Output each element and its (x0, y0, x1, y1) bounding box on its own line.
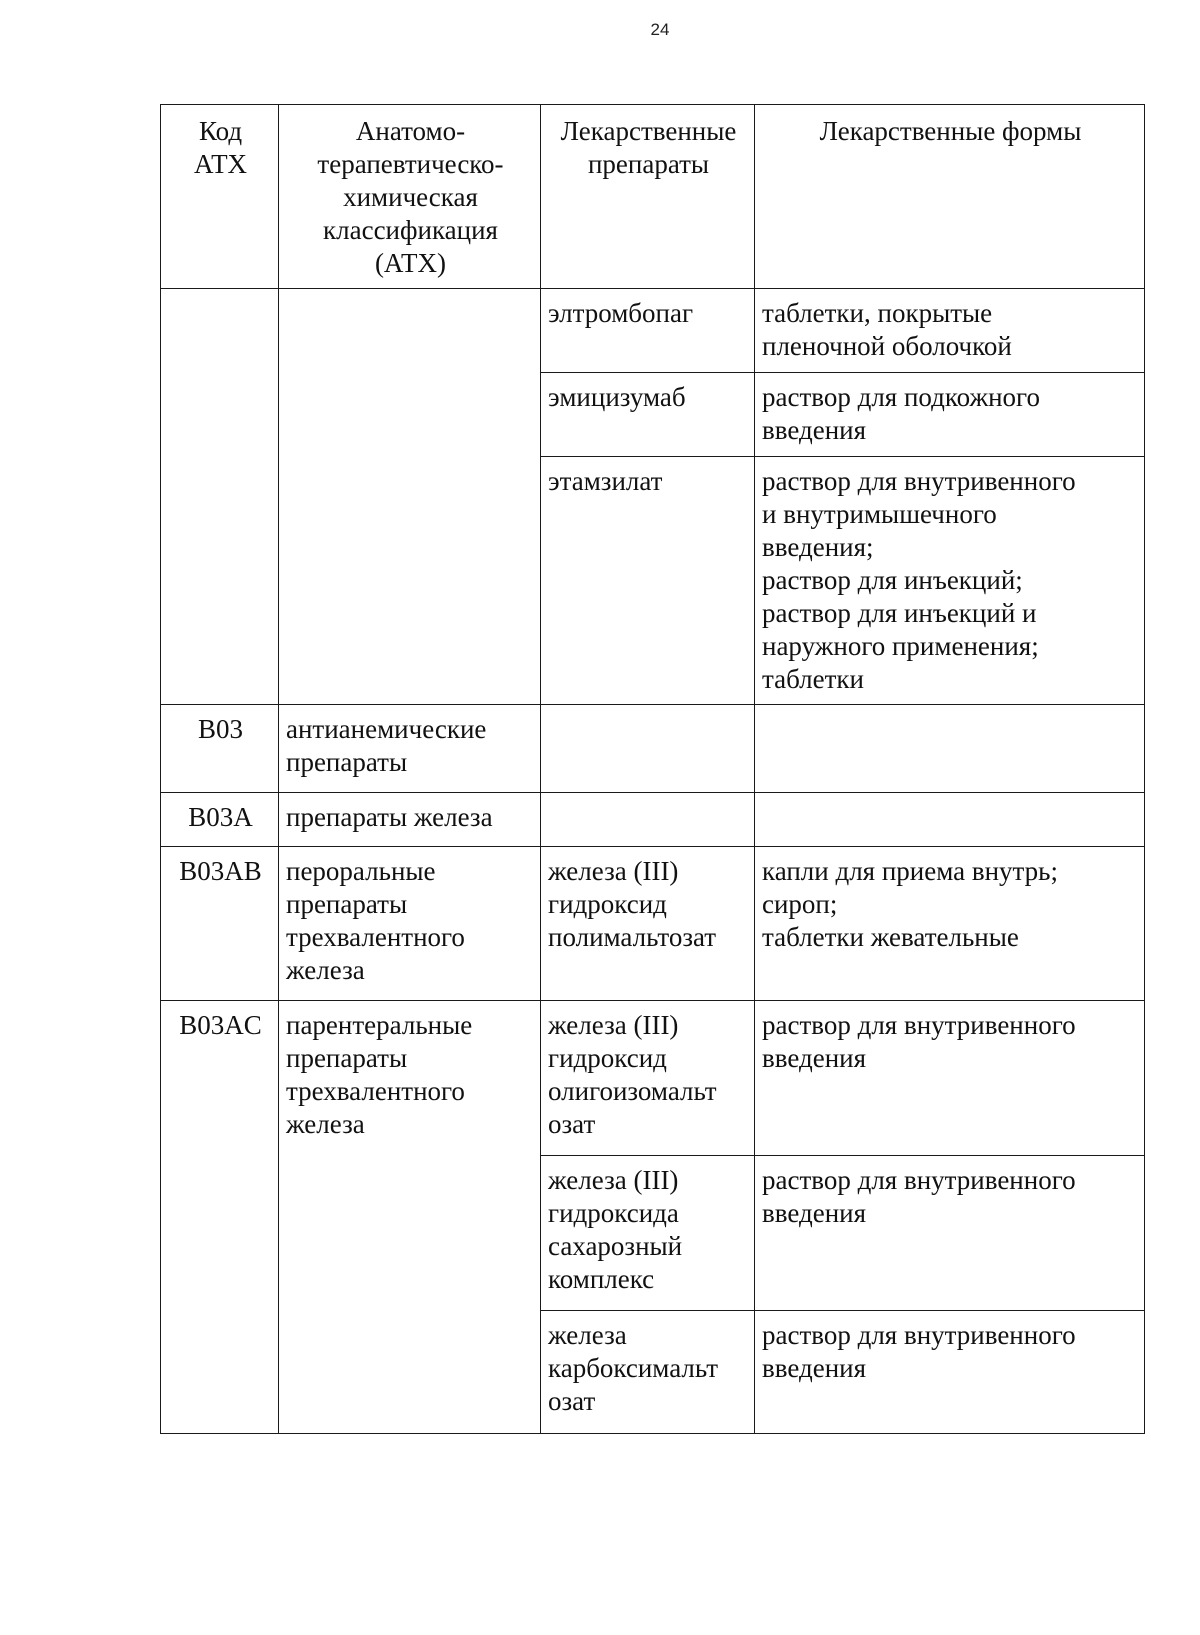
forms-cell (755, 1156, 1145, 1311)
cell-text-line: раствор для инъекций и (762, 598, 1037, 628)
cell-text-line: Анатомо- (355, 116, 466, 146)
cell-text-line: введения (762, 1043, 867, 1073)
cell-text-line: введения; (762, 532, 874, 562)
cell-text-line: таблетки, покрытые (762, 298, 993, 328)
drug-cell (541, 457, 755, 705)
cell-text-line: препараты (286, 889, 408, 919)
cell-text-line: железа (286, 1109, 365, 1139)
cell-text-line: элтромбопаг (548, 298, 694, 328)
cell-text-line: раствор для подкожного (762, 382, 1040, 412)
table-row (161, 847, 1145, 1001)
cell-text-line: таблетки (762, 664, 865, 694)
cell-text-line: капли для приема внутрь; (762, 856, 1058, 886)
classification-cell (279, 289, 541, 705)
cell-text-line: комплекс (548, 1264, 655, 1294)
cell-text-line: препараты (286, 1043, 408, 1073)
table-row (161, 1001, 1145, 1156)
cell-text-line: железа (286, 955, 365, 985)
drug-cell (541, 793, 755, 847)
code-cell: B03 (161, 705, 279, 793)
atc-table (160, 104, 1145, 1434)
drug-cell (541, 1001, 755, 1156)
cell-text-line: и внутримышечного (762, 499, 997, 529)
cell-text-line: раствор для внутривенного (762, 1320, 1076, 1350)
code-cell: B03AB (161, 847, 279, 1001)
forms-cell (755, 1001, 1145, 1156)
cell-text-line: введения (762, 1353, 867, 1383)
forms-cell (755, 289, 1145, 373)
cell-text-line: терапевтическо- (317, 149, 504, 179)
classification-cell (279, 793, 541, 847)
cell-text-line: карбоксимальт (548, 1353, 718, 1383)
cell-text-line: гидроксида (548, 1198, 679, 1228)
cell-text-line: гидроксид (548, 1043, 667, 1073)
cell-text-line: парентеральные (286, 1010, 473, 1040)
header-atc-code (161, 105, 279, 289)
cell-text-line: железа (III) (548, 1010, 679, 1040)
cell-text-line: раствор для инъекций; (762, 565, 1023, 595)
cell-text-line: сироп; (762, 889, 838, 919)
cell-text-line: антианемические (286, 714, 487, 744)
classification-cell (279, 847, 541, 1001)
cell-text-line: трехвалентного (286, 922, 465, 952)
cell-text-line: (АТХ) (374, 248, 447, 278)
table-row (161, 705, 1145, 793)
drug-cell (541, 1156, 755, 1311)
cell-text-line: раствор для внутривенного (762, 1010, 1076, 1040)
cell-text-line: пленочной оболочкой (762, 331, 1012, 361)
drug-cell (541, 1311, 755, 1434)
cell-text-line: препараты (286, 747, 408, 777)
cell-text-line: гидроксид (548, 889, 667, 919)
drug-cell (541, 289, 755, 373)
forms-cell (755, 457, 1145, 705)
table-row (161, 289, 1145, 373)
header-atc-classification (279, 105, 541, 289)
header-drugs (541, 105, 755, 289)
cell-text-line: препараты железа (286, 802, 493, 832)
cell-text-line: химическая (343, 182, 478, 212)
cell-text-line: этамзилат (548, 466, 663, 496)
cell-text-line: классификация (323, 215, 498, 245)
cell-text-line: сахарозный (548, 1231, 683, 1261)
cell-text-line: железа (548, 1320, 627, 1350)
cell-text-line: наружного применения; (762, 631, 1039, 661)
cell-text-line: введения (762, 1198, 867, 1228)
drug-cell (541, 847, 755, 1001)
code-cell: B03A (161, 793, 279, 847)
cell-text-line: Лекарственные (560, 116, 737, 146)
page-number: 24 (650, 20, 670, 39)
cell-text-line: олигоизомальт (548, 1076, 717, 1106)
cell-text-line: таблетки жевательные (762, 922, 1019, 952)
drug-cell (541, 705, 755, 793)
table-row (161, 793, 1145, 847)
forms-cell (755, 793, 1145, 847)
cell-text-line: раствор для внутривенного (762, 1165, 1076, 1195)
classification-cell (279, 1001, 541, 1434)
cell-text-line: озат (548, 1109, 596, 1139)
cell-text-line: пероральные (286, 856, 436, 886)
cell-text-line: полимальтозат (548, 922, 717, 952)
cell-text-line: озат (548, 1386, 596, 1416)
forms-cell (755, 705, 1145, 793)
cell-text-line: железа (III) (548, 856, 679, 886)
cell-text-line: эмицизумаб (548, 382, 686, 412)
code-cell (161, 289, 279, 705)
forms-cell (755, 1311, 1145, 1434)
header-dosage-forms (755, 105, 1145, 289)
forms-cell (755, 847, 1145, 1001)
code-cell: B03AC (161, 1001, 279, 1434)
classification-cell (279, 705, 541, 793)
cell-text-line: препараты (587, 149, 710, 179)
forms-cell (755, 373, 1145, 457)
cell-text-line: Код (198, 116, 243, 146)
cell-text-line: раствор для внутривенного (762, 466, 1076, 496)
cell-text-line: введения (762, 415, 867, 445)
cell-text-line: Лекарственные формы (819, 116, 1082, 146)
cell-text-line: АТХ (193, 149, 248, 179)
table-header-row (161, 105, 1145, 289)
cell-text-line: трехвалентного (286, 1076, 465, 1106)
drug-cell (541, 373, 755, 457)
cell-text-line: железа (III) (548, 1165, 679, 1195)
